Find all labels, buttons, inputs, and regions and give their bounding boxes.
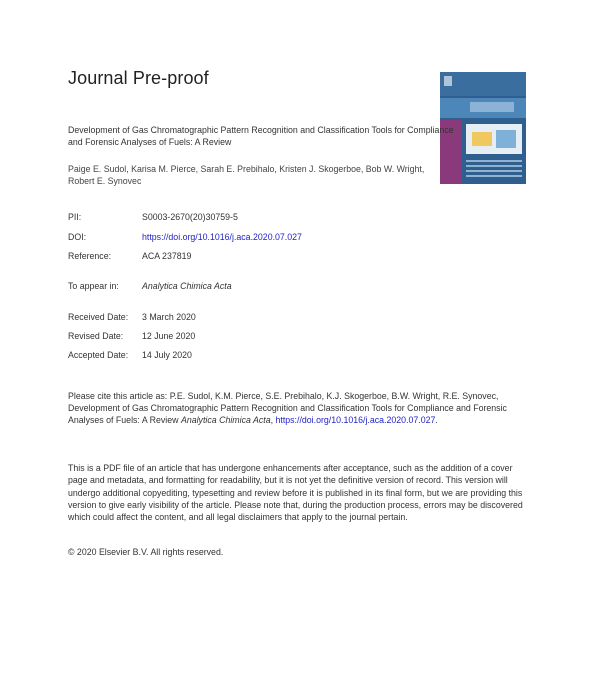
citation-doi-link[interactable]: https://doi.org/10.1016/j.aca.2020.07.027 — [275, 415, 436, 425]
pii-label: PII: — [68, 212, 82, 222]
revised-date-value: 12 June 2020 — [142, 331, 196, 341]
cover-header-block — [440, 72, 526, 96]
citation-text: Please cite this article as: P.E. Sudol, K.M. Pierce, S.E. Prebihalo, K.J. Skogerboe, B.W. Wright, R.E. Synovec, Development of Gas Chromatographic Pattern Recognition and Classification Tools for Compliance and Forensic Analyses of Fuels: A Review — [68, 391, 507, 425]
cover-graphic-panel — [466, 124, 522, 154]
citation-end: . — [435, 415, 438, 425]
accepted-date-label: Accepted Date: — [68, 350, 129, 360]
pre-proof-notice: This is a PDF file of an article that has undergone enhancements after acceptance, such as the addition of a cover page and metadata, and formatting for readability, but it is not yet the definitive version of record. This version will undergo additional copyediting, typesetting and review before it is published in its final form, but we are providing this version to give early visibility of the article. Please note that, during the production process, errors may be discovered which could affect the content, and all legal disclaimers that apply to the journal pertain. — [68, 463, 523, 523]
received-date-value: 3 March 2020 — [142, 312, 196, 322]
cover-logo-icon — [444, 76, 452, 86]
appear-in-label: To appear in: — [68, 281, 119, 291]
cover-title-band — [440, 98, 526, 118]
pii-value: S0003-2670(20)30759-5 — [142, 212, 238, 222]
citation-paragraph — [68, 390, 530, 426]
received-date-label: Received Date: — [68, 312, 129, 322]
page-title: Journal Pre-proof — [68, 68, 209, 88]
appear-in-row — [68, 280, 232, 292]
article-authors: Paige E. Sudol, Karisa M. Pierce, Sarah E. Prebihalo, Kristen J. Skogerboe, Bob W. Wright, Robert E. Synovec — [68, 164, 425, 186]
received-date-row — [68, 311, 196, 323]
reference-label: Reference: — [68, 251, 112, 261]
reference-row — [68, 250, 192, 262]
pii-row — [68, 211, 238, 223]
citation-journal: Analytica Chimica Acta — [180, 415, 271, 425]
doi-row — [68, 231, 302, 243]
reference-value: ACA 237819 — [142, 251, 192, 261]
accepted-date-value: 14 July 2020 — [142, 350, 192, 360]
article-title: Development of Gas Chromatographic Pattern Recognition and Classification Tools for Compliance and Forensic Analyses of Fuels: A Review — [68, 125, 454, 147]
citation-separator: , — [270, 415, 276, 425]
revised-date-row — [68, 330, 196, 342]
copyright-notice: © 2020 Elsevier B.V. All rights reserved. — [68, 547, 224, 557]
cover-text-lines — [466, 160, 522, 178]
accepted-date-row — [68, 349, 192, 361]
journal-name: Analytica Chimica Acta — [142, 281, 232, 291]
doi-label: DOI: — [68, 232, 87, 242]
revised-date-label: Revised Date: — [68, 331, 124, 341]
doi-link[interactable]: https://doi.org/10.1016/j.aca.2020.07.027 — [142, 232, 302, 242]
